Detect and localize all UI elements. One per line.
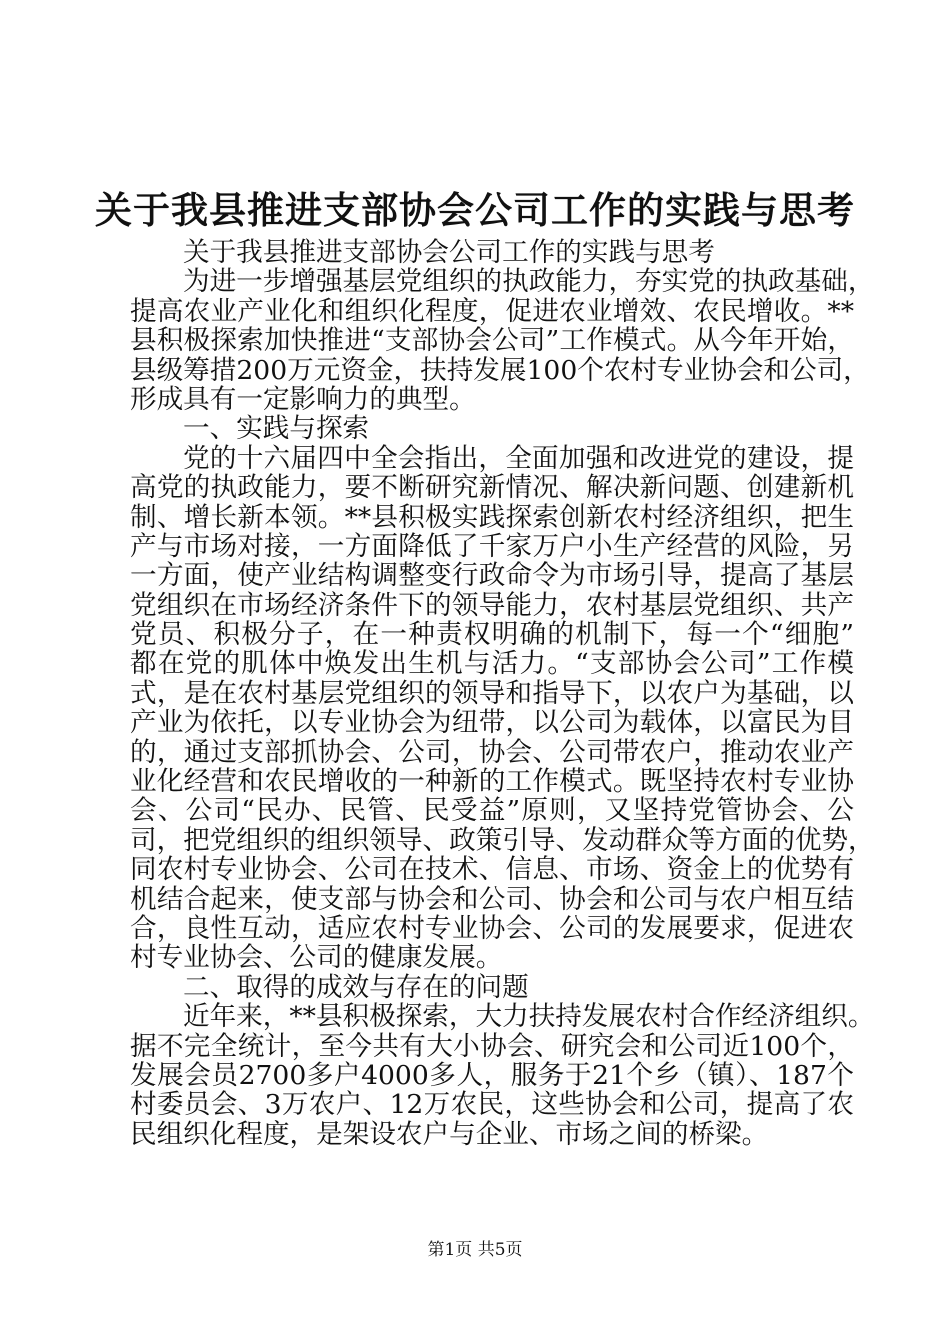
text-line: 形成具有一定影响力的典型。 bbox=[130, 383, 476, 415]
text-line: 关于我县推进支部协会公司工作的实践与思考 bbox=[183, 237, 715, 268]
text-line: 县积极探索加快推进“支部协会公司”工作模式。从今年开始， bbox=[130, 325, 854, 357]
text-line: 发展会员2700多户4000多人，服务于21个乡（镇）、187个 bbox=[130, 1059, 854, 1091]
text-line: 会、公司“民办、民管、民受益”原则，又坚持党管协会、公 bbox=[130, 795, 854, 827]
document-title: 关于我县推进支部协会公司工作的实践与思考 bbox=[95, 188, 855, 232]
text-line: 产业为依托，以专业协会为纽带，以公司为载体，以富民为目 bbox=[130, 707, 854, 739]
text-line: 一、实践与探索 bbox=[183, 413, 370, 445]
text-line: 的，通过支部抓协会、公司，协会、公司带农户，推动农业产 bbox=[130, 736, 854, 768]
text-line: 近年来，**县积极探索，大力扶持发展农村合作经济组织。 bbox=[183, 1001, 875, 1033]
text-line: 都在党的肌体中焕发出生机与活力。“支部协会公司”工作模 bbox=[130, 648, 854, 680]
text-line: 党的十六届四中全会指出，全面加强和改进党的建设，提 bbox=[183, 442, 854, 474]
text-line: 业化经营和农民增收的一种新的工作模式。既坚持农村专业协 bbox=[130, 766, 854, 798]
text-line: 司，把党组织的组织领导、政策引导、发动群众等方面的优势， bbox=[130, 824, 875, 856]
text-line: 制、增长新本领。**县积极实践探索创新农村经济组织，把生 bbox=[130, 501, 854, 533]
page-footer: 第1页 共5页 bbox=[427, 1240, 523, 1260]
text-line: 机结合起来，使支部与协会和公司、协会和公司与农户相互结 bbox=[130, 883, 854, 915]
text-line: 民组织化程度，是架设农户与企业、市场之间的桥梁。 bbox=[130, 1118, 769, 1150]
text-line: 党员、积极分子，在一种责权明确的机制下，每一个“细胞” bbox=[130, 619, 854, 651]
text-line: 合，良性互动，适应农村专业协会、公司的发展要求，促进农 bbox=[130, 912, 854, 944]
text-line: 同农村专业协会、公司在技术、信息、市场、资金上的优势有 bbox=[130, 854, 854, 886]
text-line: 村专业协会、公司的健康发展。 bbox=[130, 942, 503, 974]
text-line: 二、取得的成效与存在的问题 bbox=[183, 971, 529, 1003]
text-line: 产与市场对接，一方面降低了千家万户小生产经营的风险，另 bbox=[130, 530, 854, 562]
text-line: 一方面，使产业结构调整变行政命令为市场引导，提高了基层 bbox=[130, 560, 854, 592]
text-line: 县级筹措200万元资金，扶持发展100个农村专业协会和公司， bbox=[130, 354, 870, 386]
text-line: 党组织在市场经济条件下的领导能力，农村基层党组织、共产 bbox=[130, 589, 854, 621]
text-line: 式，是在农村基层党组织的领导和指导下，以农户为基础，以 bbox=[130, 677, 854, 709]
text-line: 高党的执政能力，要不断研究新情况、解决新问题、创建新机 bbox=[130, 472, 854, 504]
text-line: 据不完全统计，至今共有大小协会、研究会和公司近100个， bbox=[130, 1030, 854, 1062]
text-line: 村委员会、3万农户、12万农民，这些协会和公司，提高了农 bbox=[130, 1089, 854, 1121]
document-body bbox=[130, 237, 875, 1150]
text-line: 提高农业产业化和组织化程度，促进农业增效、农民增收。** bbox=[130, 295, 854, 327]
text-line: 为进一步增强基层党组织的执政能力，夯实党的执政基础， bbox=[183, 266, 875, 298]
